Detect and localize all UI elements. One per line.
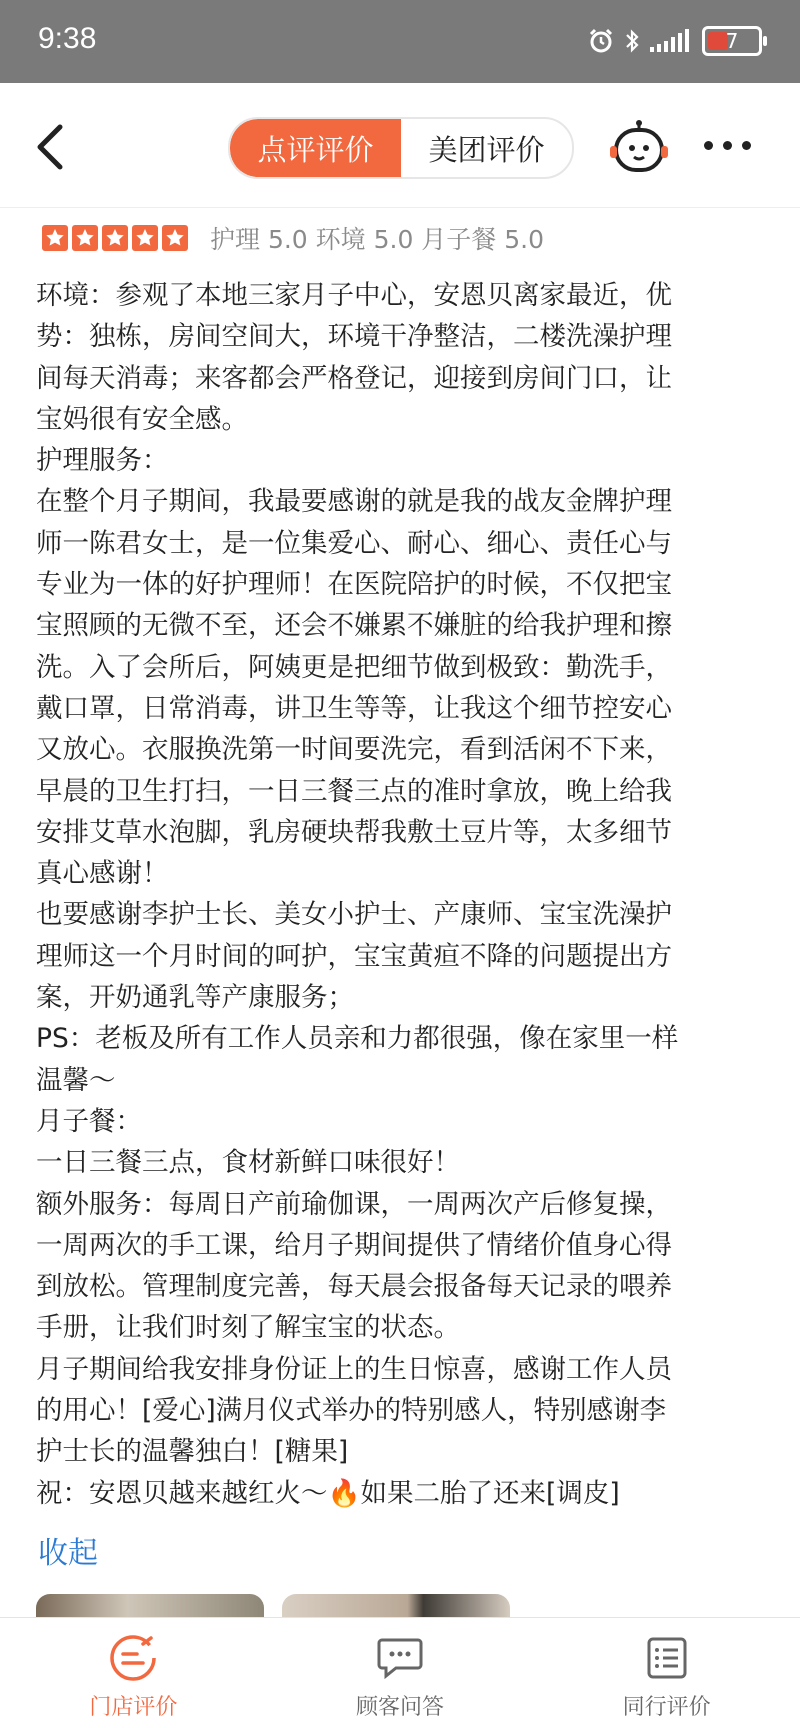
status-icons (588, 26, 762, 56)
status-time: 9:38 (38, 22, 97, 55)
review-line: 宝照顾的无微不至，还会不嫌累不嫌脏的给我护理和擦 (36, 610, 672, 642)
star-icon (72, 225, 98, 251)
rating-row (42, 220, 544, 256)
review-line: 真心感谢！ (36, 858, 169, 890)
bottom-tab-bar (0, 1617, 800, 1728)
star-icon (42, 225, 68, 251)
review-line: 月子餐： (36, 1105, 142, 1137)
review-line: 案，开奶通乳等产康服务； (36, 982, 354, 1014)
tab-dianping-reviews[interactable]: 点评评价 (230, 119, 401, 177)
collapse-link[interactable]: 收起 (38, 1536, 98, 1571)
back-icon[interactable] (32, 123, 72, 171)
review-line: 手册，让我们时刻了解宝宝的状态。 (36, 1312, 460, 1344)
sub-scores: 护理 5.0 环境 5.0 月子餐 5.0 (210, 225, 545, 254)
review-photos (36, 1594, 510, 1618)
review-line: 一日三餐三点，食材新鲜口味很好！ (36, 1147, 460, 1179)
review-line: 一周两次的手工课，给月子期间提供了情绪价值身心得 (36, 1229, 672, 1261)
review-line: 戴口罩，日常消毒，讲卫生等等，让我这个细节控安心 (36, 692, 672, 724)
signal-icon (650, 29, 692, 53)
tab-label: 顾客问答 (356, 1695, 445, 1720)
review-line: 势：独栋，房间空间大，环境干净整洁，二楼洗澡护理 (36, 321, 672, 353)
battery-icon (702, 26, 762, 56)
chat-icon (374, 1632, 426, 1684)
store-review-icon (107, 1632, 159, 1684)
bluetooth-icon (624, 28, 640, 54)
review-line: 安排艾草水泡脚，乳房硬块帮我敷土豆片等，太多细节 (36, 816, 672, 848)
review-line: 早晨的卫生打扫，一日三餐三点的准时拿放，晚上给我 (36, 775, 672, 807)
review-line: 师一陈君女士，是一位集爱心、耐心、细心、责任心与 (36, 527, 672, 559)
review-line: 额外服务：每周日产前瑜伽课，一周两次产后修复操， (36, 1188, 672, 1220)
tab-label: 同行评价 (622, 1695, 711, 1720)
nav-bar (0, 83, 800, 208)
tab-peer-reviews[interactable] (533, 1618, 800, 1728)
review-line: 洗。入了会所后，阿姨更是把细节做到极致：勤洗手， (36, 651, 672, 683)
battery-level: 7 (725, 29, 739, 53)
review-photo[interactable] (282, 1594, 510, 1618)
review-line: 又放心。衣服换洗第一时间要洗完，看到活闲不下来， (36, 734, 672, 766)
review-line: 间每天消毒；来客都会严格登记，迎接到房间门口，让 (36, 362, 672, 394)
alarm-icon (588, 28, 614, 54)
tab-customer-qa[interactable] (267, 1618, 534, 1728)
review-line: 在整个月子期间，我最要感谢的就是我的战友金牌护理 (36, 486, 672, 518)
review-line: 理师这一个月时间的呵护，宝宝黄疸不降的问题提出方 (36, 940, 672, 972)
review-line: 护士长的温馨独白！[糖果] (36, 1436, 349, 1468)
customer-service-robot-icon[interactable] (610, 120, 668, 174)
list-icon (641, 1632, 693, 1684)
review-photo[interactable] (36, 1594, 264, 1618)
star-icon (162, 225, 188, 251)
star-icon (132, 225, 158, 251)
tab-meituan-reviews[interactable]: 美团评价 (428, 132, 545, 167)
tab-store-reviews[interactable] (0, 1618, 267, 1728)
review-line: 到放松。管理制度完善，每天晨会报备每天记录的喂养 (36, 1271, 672, 1303)
review-line: 护理服务： (36, 445, 169, 477)
review-line: 环境：参观了本地三家月子中心，安恩贝离家最近，优 (36, 280, 672, 311)
review-line: 的用心！[爱心]满月仪式举办的特别感人，特别感谢李 (36, 1395, 667, 1427)
review-line: 温馨～ (36, 1064, 116, 1096)
review-text (36, 275, 766, 1514)
star-icon (102, 225, 128, 251)
more-options-icon[interactable] (704, 141, 751, 150)
review-line: 也要感谢李护士长、美女小护士、产康师、宝宝洗澡护 (36, 899, 672, 931)
status-bar (0, 0, 800, 83)
review-line: 宝妈很有安全感。 (36, 403, 248, 435)
review-line: 祝：安恩贝越来越红火～🔥如果二胎了还来[调皮] (36, 1477, 620, 1509)
review-source-toggle (228, 117, 574, 179)
review-line: 专业为一体的好护理师！在医院陪护的时候，不仅把宝 (36, 569, 672, 601)
review-line: 月子期间给我安排身份证上的生日惊喜，感谢工作人员 (36, 1353, 672, 1385)
tab-label: 门店评价 (89, 1695, 178, 1720)
review-line: PS：老板及所有工作人员亲和力都很强，像在家里一样 (36, 1023, 679, 1055)
